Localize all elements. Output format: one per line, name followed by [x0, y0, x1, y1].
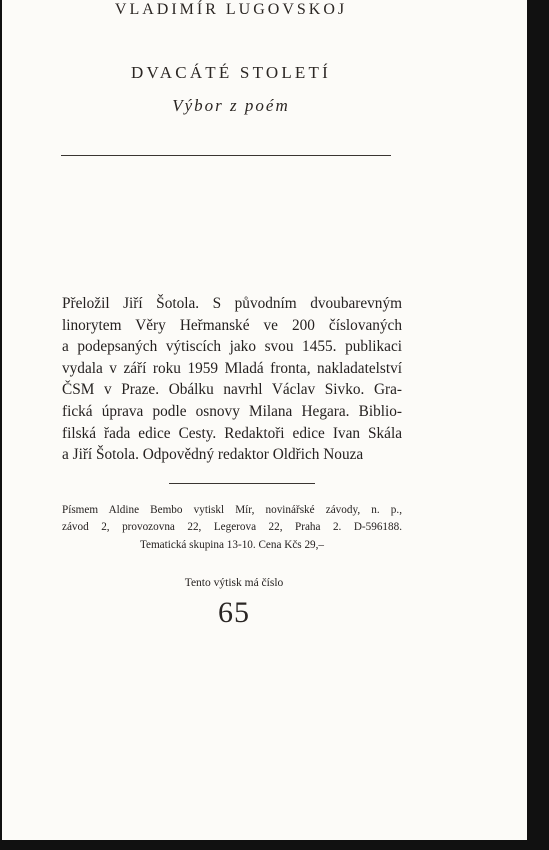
scan-edge-right	[527, 0, 549, 850]
credits-paragraph	[62, 293, 402, 466]
copy-number: 65	[218, 596, 250, 629]
credits-line: filská řada edice Cesty. Redaktoři edice Ivan Skála	[62, 424, 402, 442]
colophon	[62, 502, 402, 554]
divider-middle	[169, 483, 315, 484]
credits-line: vydala v září roku 1959 Mladá fronta, nakladatelství	[62, 359, 402, 377]
credits-line: Přeložil Jiří Šotola. S původním dvoubarevným	[62, 295, 402, 312]
credits-line: a podepsaných výtiscích jako svou 1455. publikaci	[62, 338, 402, 356]
credits-line: a Jiří Šotola. Odpovědný redaktor Oldřich Nouza	[62, 446, 364, 464]
credits-line: linorytem Věry Heřmanské ve 200 číslovaných	[62, 316, 402, 334]
scan-edge-bottom	[0, 840, 549, 850]
scan-edge-left	[0, 0, 2, 850]
colophon-line: Tematická skupina 13-10. Cena Kčs 29,–	[139, 538, 325, 551]
credits-line: ČSM v Praze. Obálku navrhl Václav Sivko. Gra-	[62, 381, 402, 399]
divider-top	[61, 155, 391, 156]
copy-number-label: Tento výtisk má číslo	[184, 577, 284, 589]
book-subtitle: Výbor z poém	[172, 96, 290, 115]
book-title: DVACÁTÉ STOLETÍ	[131, 63, 331, 82]
colophon-line: Písmem Aldine Bembo vytiskl Mír, novinářské závody, n. p.,	[62, 504, 402, 516]
colophon-line: závod 2, provozovna 22, Legerova 22, Praha 2. D-596188.	[62, 521, 402, 534]
credits-line: fická úprava podle osnovy Milana Hegara. Biblio-	[62, 402, 402, 420]
author-name: VLADIMÍR LUGOVSKOJ	[114, 1, 348, 18]
